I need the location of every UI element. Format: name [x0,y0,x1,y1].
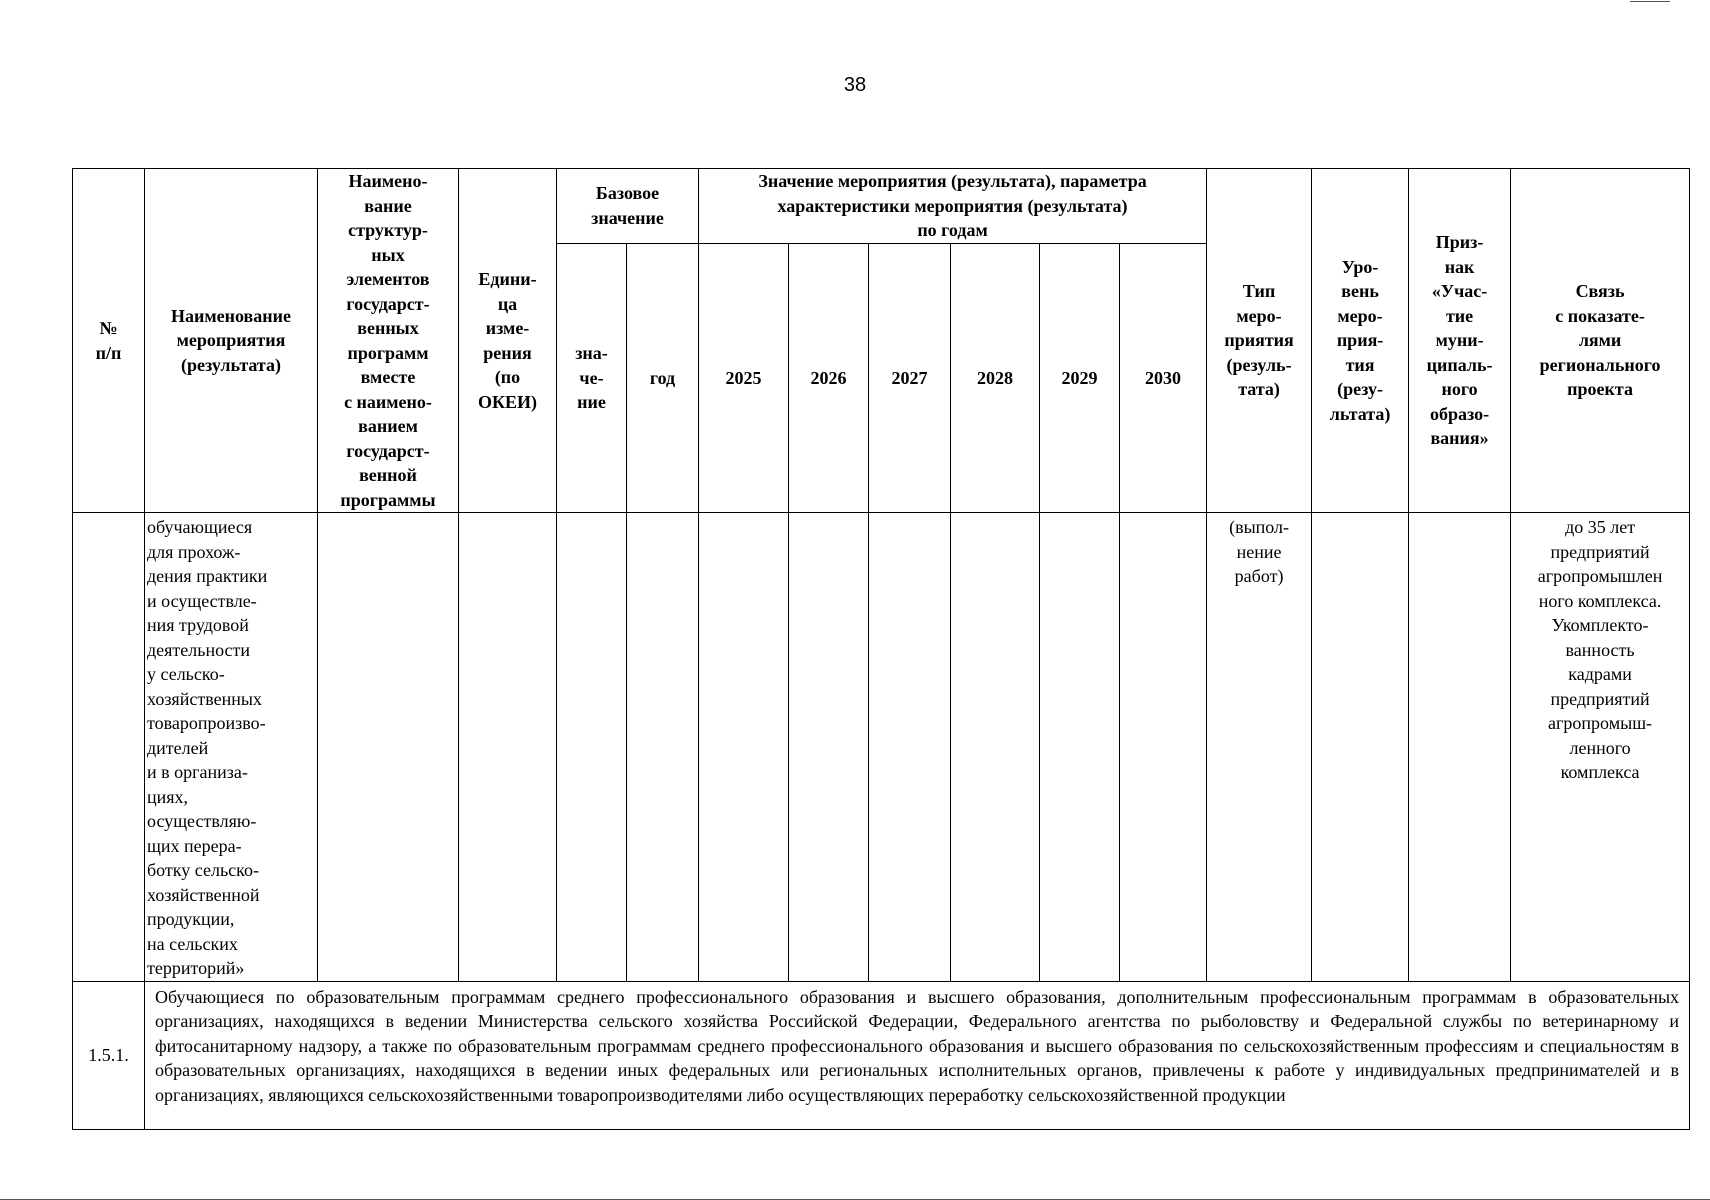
cell-unit [459,513,557,982]
header-unit: Едини- ца изме- рения (по ОКЕИ) [459,169,557,513]
header-municipal-participation: Приз- нак «Учас- тие муни- ципаль- ного образо- вания» [1409,169,1511,513]
header-base-value-group: Базовое значение [557,169,699,244]
section-description: Обучающиеся по образовательным программам среднего профессионального образования и высшего образования, дополнительным профессиональным программам в образовательных организациях, находящихся в ведении Министерства сельского хозяйства Российской Федерации, Федерального агентства по рыболовству и Федеральной службы по ветеринарному и фитосанитарному надзору, а также по образовательным программам среднего профессионального образования и высшего образования по сельскохозяйственным профессиям и специальностям в образовательных организациях, находящихся в ведении иных федеральных или региональных исполнительных органов, привлечены к работе у индивидуальных предпринимателей и в организациях, являющихся сельскохозяйственными товаропроизводителями либо осуществляющих переработку сельскохозяйственной продукции [145,981,1690,1129]
cell-2027 [869,513,951,982]
header-event-name: Наименование мероприятия (результата) [145,169,318,513]
header-year-2030: 2030 [1120,243,1207,512]
page-number: 38 [843,74,867,96]
header-base-value: зна- че- ние [557,243,627,512]
header-base-year: год [627,243,699,512]
section-row [73,981,1690,1129]
header-regional-link: Связь с показате- лями регионального проекта [1511,169,1690,513]
cell-event-level [1312,513,1409,982]
header-row-top [73,169,1690,244]
cell-event-type: (выпол- нение работ) [1207,513,1312,982]
cell-municipal [1409,513,1511,982]
cell-structural [318,513,459,982]
header-structural-elements: Наимено- вание структур- ных элементов государст- венных программ вместе с наимено- ванием государст- венной программы [318,169,459,513]
cell-2026 [789,513,869,982]
table-row [73,513,1690,982]
section-number: 1.5.1. [73,981,145,1129]
header-year-2026: 2026 [789,243,869,512]
header-year-2027: 2027 [869,243,951,512]
cell-base-value [557,513,627,982]
cell-2029 [1040,513,1120,982]
cell-base-year [627,513,699,982]
header-year-2025: 2025 [699,243,789,512]
header-event-type: Тип меро- приятия (резуль- тата) [1207,169,1312,513]
cell-2030 [1120,513,1207,982]
cell-num [73,513,145,982]
cell-regional-link: до 35 лет предприятий агропромышлен ного комплекса. Укомплекто- ванность кадрами предприятий агропромыш- ленного комплекса [1511,513,1690,982]
header-event-level: Уро- вень меро- прия- тия (резу- льтата) [1312,169,1409,513]
header-year-2029: 2029 [1040,243,1120,512]
header-years-group: Значение мероприятия (результата), параметра характеристики мероприятия (результата) по годам [699,169,1207,244]
cell-event-name: обучающиеся для прохож- дения практики и осуществле- ния трудовой деятельности у сельско- хозяйственных товаропроизво- дителей и в организа- циях, осуществляю- щих перера- ботку сельско- хозяйственной продукции, на сельских территорий» [145,513,318,982]
measures-table [72,168,1690,1130]
cell-2025 [699,513,789,982]
header-year-2028: 2028 [951,243,1040,512]
scan-corner-mark [1630,1,1670,2]
cell-2028 [951,513,1040,982]
header-num: № п/п [73,169,145,513]
